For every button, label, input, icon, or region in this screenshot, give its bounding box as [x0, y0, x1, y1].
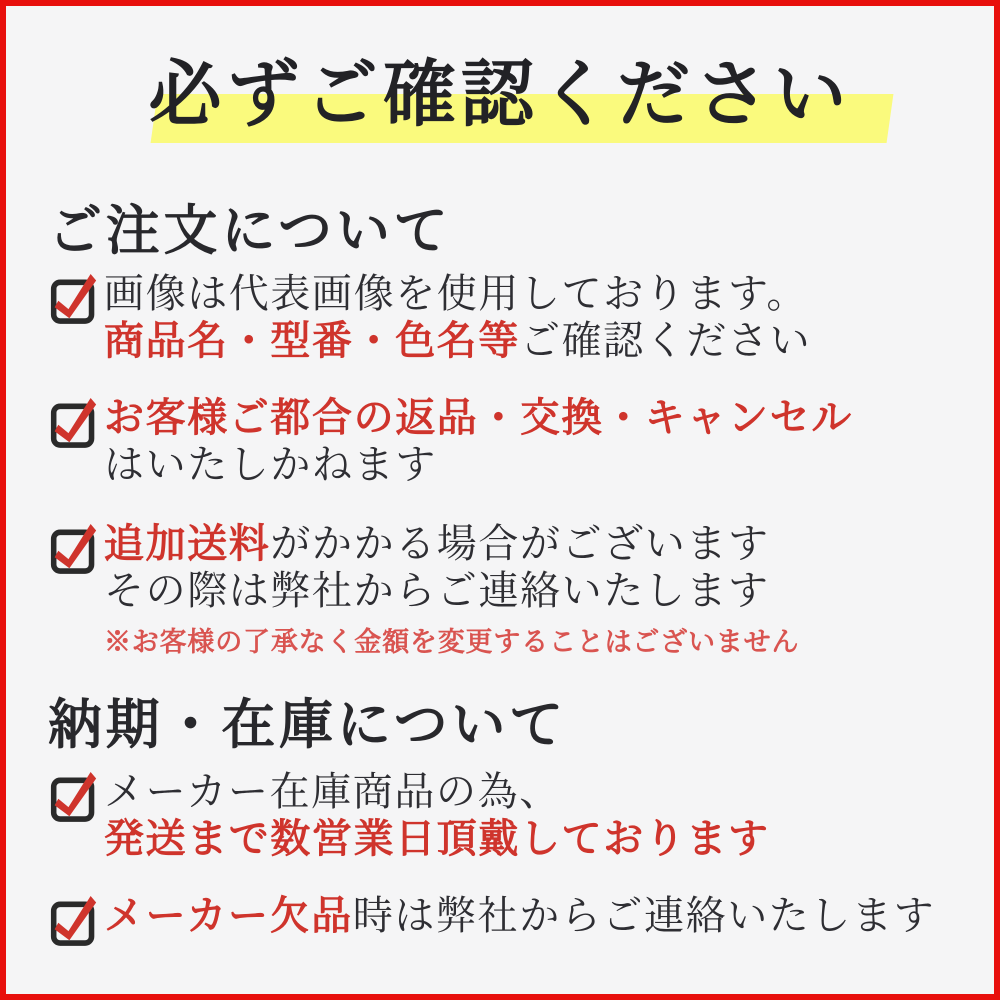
section-heading-stock: 納期・在庫について [48, 695, 567, 755]
checked-box-icon [50, 522, 98, 574]
text-segment: 時は弊社からご連絡いたします [352, 893, 936, 938]
list-item [50, 768, 974, 862]
checked-box-icon [50, 272, 98, 324]
checked-box-icon [50, 770, 98, 822]
item-line [104, 520, 799, 567]
text-segment: はいたしかねます [104, 442, 437, 487]
list-item [50, 270, 974, 364]
item-text [104, 520, 799, 657]
item-text [104, 892, 935, 939]
item-line [104, 815, 770, 862]
text-segment-red: 追加送料 [104, 521, 271, 566]
item-text [104, 768, 770, 862]
item-line [104, 892, 935, 939]
list-item [50, 520, 974, 657]
text-segment-red: 商品名・型番・色名等 [104, 318, 520, 363]
checked-box-icon [50, 396, 98, 448]
item-line [104, 567, 799, 614]
list-item [50, 892, 974, 946]
item-note: ※お客様の了承なく金額を変更することはございません [104, 627, 800, 657]
text-segment-red: メーカー欠品 [104, 893, 353, 938]
item-text [104, 270, 811, 364]
page-title: 必ずご確認ください [148, 54, 852, 135]
list-item [50, 394, 974, 488]
item-line [104, 441, 853, 488]
item-line [104, 768, 770, 815]
text-segment: その際は弊社からご連絡いたします [104, 568, 770, 613]
text-segment-red: 発送まで数営業日頂戴しております [104, 816, 770, 861]
item-text [104, 394, 853, 488]
item-line [104, 394, 853, 441]
text-segment: がかかる場合がございます [270, 521, 770, 566]
checked-box-icon [50, 894, 98, 946]
section-heading-order: ご注文について [48, 201, 452, 261]
text-segment: 画像は代表画像を使用しております。 [104, 271, 808, 316]
text-segment-red: お客様ご都合の返品・交換・キャンセル [104, 395, 853, 440]
text-segment: メーカー在庫商品の為、 [104, 769, 561, 814]
text-segment: ご確認ください [520, 318, 812, 363]
page-title-block [6, 48, 994, 143]
item-line [104, 317, 811, 364]
item-line [104, 270, 811, 317]
